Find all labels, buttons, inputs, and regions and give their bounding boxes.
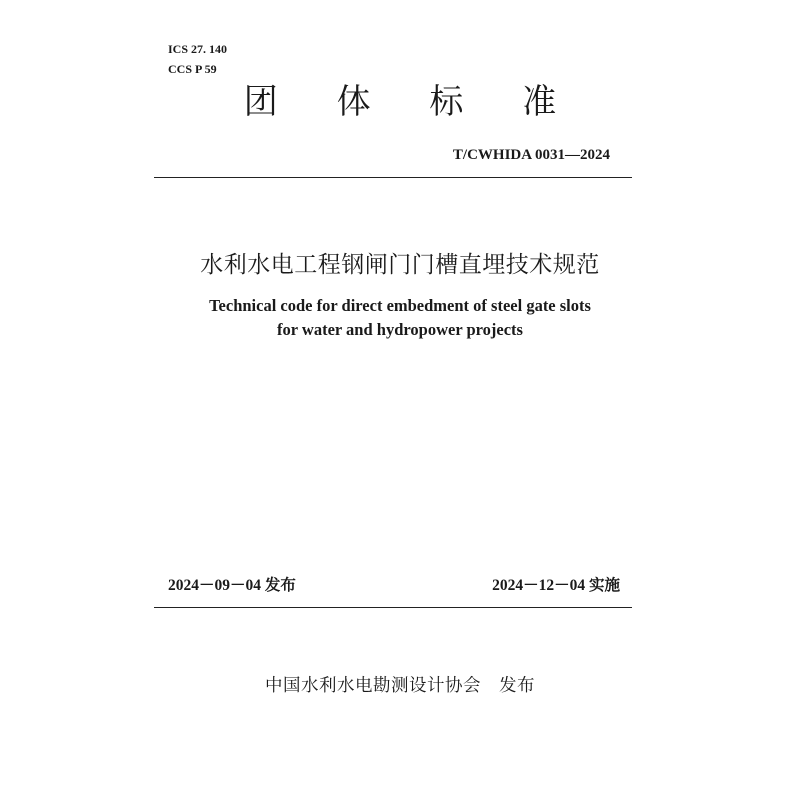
publisher: 中国水利水电勘测设计协会 发布 (265, 676, 535, 696)
implementation-date: 2024－12－04 实施 (492, 577, 620, 594)
ics-code: ICS 27. 140 (168, 42, 228, 56)
english-title-line-2: for water and hydropower projects (277, 320, 523, 339)
top-divider (154, 177, 632, 178)
english-title-line-1: Technical code for direct embedment of steel gate slots (209, 296, 591, 315)
standard-type-heading: 团 体 标 准 (243, 82, 581, 122)
chinese-title: 水利水电工程钢闸门门槽直埋技术规范 (200, 252, 600, 278)
ccs-code: CCS P 59 (168, 62, 217, 76)
bottom-divider (154, 607, 632, 608)
standard-number: T/CWHIDA 0031—2024 (452, 147, 610, 163)
issue-date: 2024－09－04 发布 (168, 577, 296, 594)
